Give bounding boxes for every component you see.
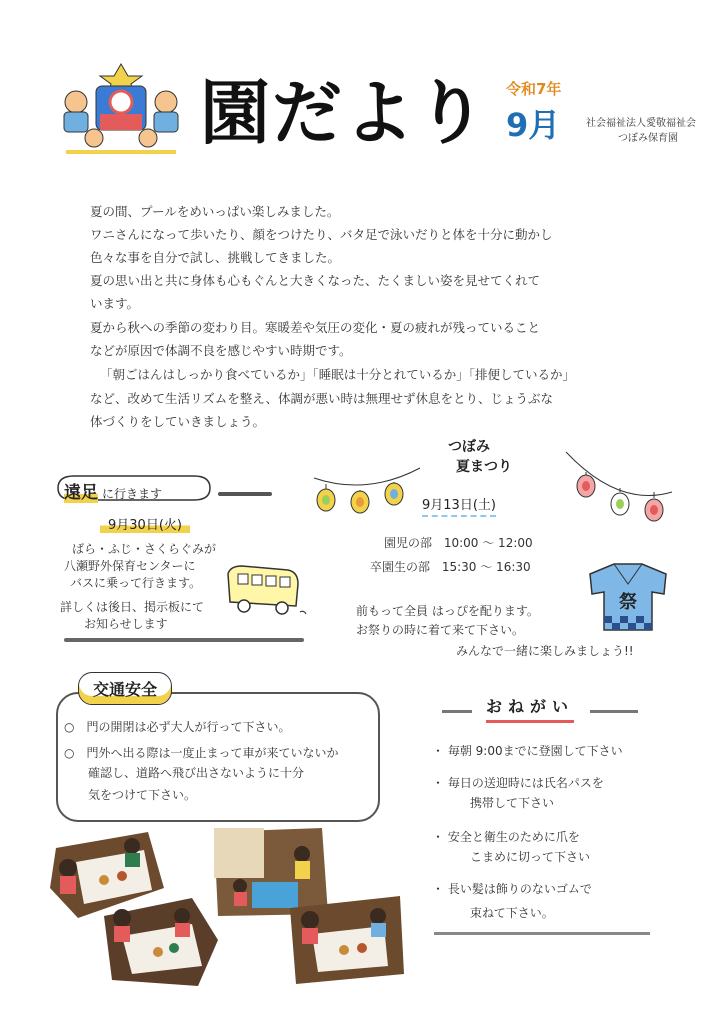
happi-coat-illustration bbox=[584, 560, 672, 636]
festival-line: 前もって全員 はっぴを配ります。 bbox=[356, 604, 539, 618]
lantern-string-left bbox=[312, 448, 422, 518]
nursery-name: つぼみ保育園 bbox=[618, 133, 678, 144]
schedule-label: 卒園生の部 bbox=[370, 560, 431, 574]
requests-bottom-rule bbox=[434, 932, 650, 935]
request-item-cont: 携帯して下さい bbox=[470, 796, 555, 810]
intro-line: 夏の思い出と共に身体も心もぐんと大きくなった、たくましい姿を見せてくれて bbox=[90, 273, 541, 288]
festival-title-line1: つぼみ bbox=[448, 439, 490, 455]
festival-schedule-kids bbox=[384, 534, 533, 551]
month-label: 9月 bbox=[506, 106, 561, 144]
lantern-string-right bbox=[564, 448, 674, 532]
traffic-item: ○ 門外へ出る際は一度止まって車が来ていないか bbox=[64, 746, 339, 760]
traffic-item-text: 門外へ出る際は一度止まって車が来ていないか bbox=[86, 746, 339, 760]
era-label: 令和7年 bbox=[506, 80, 562, 98]
excursion-line: 八瀬野外保育センターに bbox=[64, 559, 196, 573]
excursion-heading-main: 遠足 bbox=[64, 483, 98, 503]
intro-line: 「朝ごはんはしっかり食べているか」「睡眠は十分とれているか」「排便しているか」 bbox=[100, 367, 576, 382]
excursion-heading-rest: に行きます bbox=[102, 487, 163, 501]
request-item-text: 毎朝 9:00までに登園して下さい bbox=[447, 744, 623, 758]
request-item-cont: こまめに切って下さい bbox=[470, 850, 591, 864]
requests-heading: おねがい bbox=[486, 694, 574, 723]
intro-line: などが原因で体調不良を感じやすい時期です。 bbox=[90, 343, 352, 358]
festival-date: 9月13日(土) bbox=[422, 494, 496, 517]
traffic-item-text: 門の開閉は必ず大人が行って下さい。 bbox=[86, 720, 291, 734]
intro-line: 体づくりをしていきましょう。 bbox=[90, 414, 266, 429]
traffic-item: ○ 門の開閉は必ず大人が行って下さい。 bbox=[64, 720, 291, 734]
request-item-cont: 束ねて下さい。 bbox=[470, 906, 554, 920]
schedule-time: 10:00 〜 12:00 bbox=[443, 536, 533, 550]
organization-name: 社会福祉法人愛敬福祉会 bbox=[586, 118, 696, 129]
request-item-text: 毎日の送迎時には氏名パスを bbox=[447, 776, 604, 790]
request-item-text: 安全と衛生のために爪を bbox=[447, 830, 580, 844]
requests-rule-right bbox=[590, 710, 638, 713]
intro-line: 夏から秋への季節の変わり目。寒暖差や気圧の変化・夏の疲れが残っていること bbox=[90, 320, 541, 335]
bus-illustration bbox=[222, 562, 312, 628]
festival-schedule-graduates bbox=[370, 558, 531, 575]
festival-mascot-illustration bbox=[56, 62, 186, 158]
traffic-item-cont: 気をつけて下さい。 bbox=[88, 788, 197, 802]
request-item: ・ 安全と衛生のために爪を bbox=[432, 830, 580, 844]
intro-line: 夏の間、プールをめいっぱい楽しみました。 bbox=[90, 204, 340, 219]
excursion-date: 9月30日(火) bbox=[100, 514, 190, 533]
happi-kanji: 祭 bbox=[619, 592, 637, 613]
excursion-bottom-rule bbox=[64, 638, 304, 642]
request-item-text: 長い髪は飾りのないゴムで bbox=[447, 882, 592, 896]
traffic-item-cont: 確認し、道路へ飛び出さないように十分 bbox=[88, 766, 305, 780]
festival-title-line2: 夏まつり bbox=[456, 459, 512, 475]
requests-rule-left bbox=[442, 710, 472, 713]
traffic-heading: 交通安全 bbox=[78, 672, 172, 705]
excursion-heading bbox=[64, 478, 162, 503]
schedule-label: 園児の部 bbox=[384, 536, 433, 550]
excursion-line: 詳しくは後日、掲示板にて bbox=[60, 600, 205, 614]
intro-line: ワニさんになって歩いたり、顔をつけたり、バタ足で泳いだりと体を十分に動かし bbox=[90, 227, 553, 242]
excursion-line: お知らせします bbox=[84, 617, 168, 631]
excursion-line: バスに乗って行きます。 bbox=[70, 576, 202, 590]
intro-line: など、改めて生活リズムを整え、体調が悪い時は無理せず休息をとり、じょうぶな bbox=[90, 391, 554, 406]
photo-children-eating-3 bbox=[288, 894, 406, 986]
excursion-line: ばら・ふじ・さくらぐみが bbox=[72, 542, 217, 556]
intro-line: 色々な事を自分で試し、挑戦してきました。 bbox=[90, 250, 341, 265]
festival-line: みんなで一緒に楽しみましょう!! bbox=[456, 644, 634, 658]
page-title: 園だより bbox=[200, 72, 488, 154]
request-item: ・ 毎日の送迎時には氏名パスを bbox=[432, 776, 604, 790]
excursion-heading-rule bbox=[218, 492, 272, 496]
schedule-time: 15:30 〜 16:30 bbox=[441, 560, 531, 574]
photo-children-eating-2 bbox=[102, 896, 220, 988]
request-item: ・ 毎朝 9:00までに登園して下さい bbox=[432, 744, 623, 758]
request-item: ・ 長い髪は飾りのないゴムで bbox=[432, 882, 592, 896]
intro-line: います。 bbox=[90, 296, 140, 311]
festival-line: お祭りの時に着て来て下さい。 bbox=[356, 623, 525, 637]
